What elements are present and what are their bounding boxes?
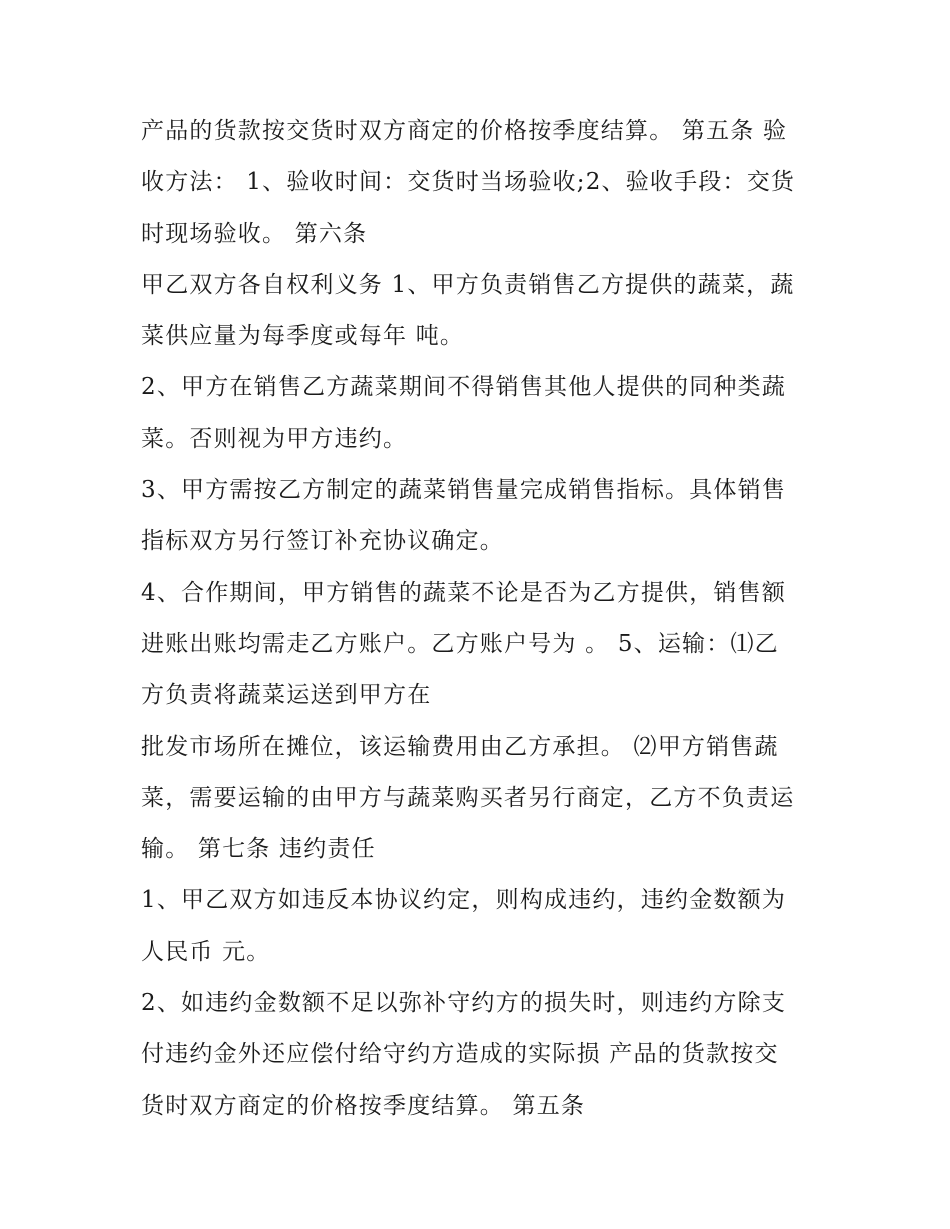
text-line: 菜。否则视为甲方违约。 [141,425,408,452]
text-line: 产品的货款按交货时双方商定的价格按季度结算。 第五条 验 [141,118,788,144]
text-line: 甲乙双方各自权利义务 1、甲方负责销售乙方提供的蔬菜，蔬 [141,271,795,298]
text-line: 输。 第七条 违约责任 [141,836,376,863]
text-line: 2、甲方在销售乙方蔬菜期间不得销售其他人提供的同种类蔬 [141,374,787,401]
text-line: 收方法： 1、验收时间：交货时当场验收;2、验收手段：交货 [141,169,796,196]
document-body [141,106,821,1132]
text-line: 人民币 元。 [141,938,271,965]
text-line: 指标双方另行签订补充协议确定。 [141,528,504,555]
text-line: 1、甲乙双方如违反本协议约定，则构成违约，违约金数额为 [141,887,787,914]
text-line: 3、甲方需按乙方制定的蔬菜销售量完成销售指标。具体销售 [141,477,787,504]
text-line: 方负责将蔬菜运送到甲方在 [141,682,432,709]
text-line: 付违约金外还应偿付给守约方造成的实际损 产品的货款按交 [141,1041,779,1068]
text-line: 时现场验收。 第六条 [141,220,368,247]
text-line: 进账出账均需走乙方账户。乙方账户号为 。 5、运输：⑴乙 [141,630,779,657]
text-line: 2、如违约金数额不足以弥补守约方的损失时，则违约方除支 [141,990,787,1017]
text-line: 菜，需要运输的由甲方与蔬菜购买者另行商定，乙方不负责运 [141,784,795,811]
text-line: 4、合作期间，甲方销售的蔬菜不论是否为乙方提供，销售额 [141,579,787,606]
text-line: 批发市场所在摊位，该运输费用由乙方承担。 ⑵甲方销售蔬 [141,733,779,760]
text-line: 菜供应量为每季度或每年 吨。 [141,323,465,350]
text-line: 货时双方商定的价格按季度结算。 第五条 [141,1092,586,1119]
